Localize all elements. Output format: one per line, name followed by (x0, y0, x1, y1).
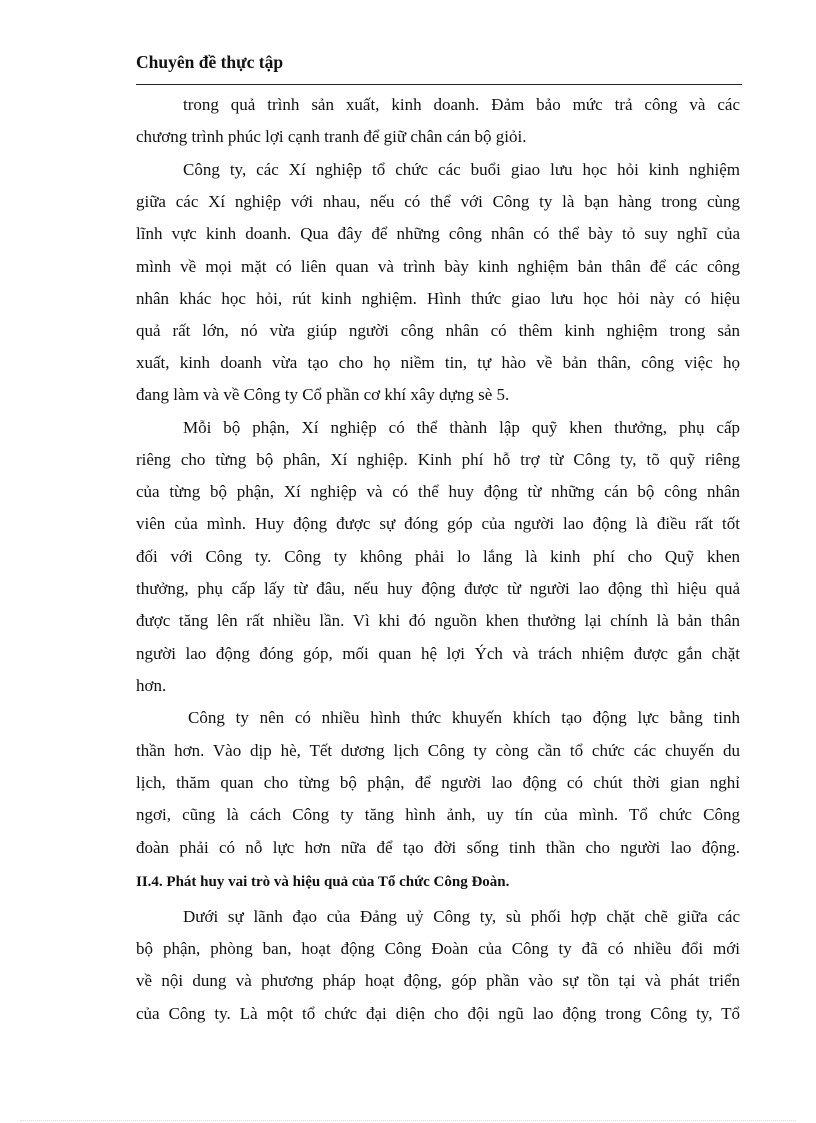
paragraph-2-line-1: Công ty, các Xí nghiệp tổ chức các buổi giao lưu học hỏi kinh nghiệm (183, 160, 740, 179)
paragraph-5-line-3: về nội dung và phương pháp hoạt động, góp phần vào sự tồn tại và phát triển (136, 971, 740, 990)
paragraph-3-line-1: Mỗi bộ phận, Xí nghiệp có thể thành lập quỹ khen thưởng, phụ cấp (183, 418, 740, 437)
paragraph-2-line-5: nhân khác học hỏi, rút kinh nghiệm. Hình thức giao lưu học hỏi này có hiệu (136, 289, 740, 308)
section-heading: II.4. Phát huy vai trò và hiệu quả của Tổ chức Công Đoàn. (136, 874, 510, 890)
paragraph-3-line-4: viên của mình. Huy động được sự đóng góp của người lao động là điều rất tốt (136, 514, 740, 533)
paragraph-4-line-2: thần hơn. Vào dịp hè, Tết dương lịch Công ty còng cần tổ chức các chuyến du (136, 741, 740, 760)
header-divider (136, 84, 742, 85)
paragraph-2-line-2: giữa các Xí nghiệp với nhau, nếu có thể với Công ty là bạn hàng trong cùng (136, 192, 740, 211)
paragraph-4-line-5: đoàn phải có nỗ lực hơn nữa để tạo đời sống tinh thần cho người lao động. (136, 838, 740, 857)
paragraph-2-line-7: xuất, kinh doanh vừa tạo cho họ niềm tin, tự hào về bản thân, công việc họ (136, 353, 740, 372)
paragraph-5-line-4: của Công ty. Là một tổ chức đại diện cho đội ngũ lao động trong Công ty, Tổ (136, 1004, 740, 1023)
paragraph-3-line-2: riêng cho từng bộ phân, Xí nghiệp. Kinh phí hỗ trợ từ Công ty, tõ quỹ riêng (136, 450, 740, 469)
page-bottom-border (20, 1120, 796, 1121)
paragraph-3-line-8: người lao động đóng góp, mối quan hệ lợi Ých và trách nhiệm được gắn chặt (136, 644, 740, 663)
paragraph-5-line-1: Dưới sự lãnh đạo của Đảng uỷ Công ty, sù phối hợp chặt chẽ giữa các (183, 907, 740, 926)
paragraph-2-line-8: đang làm và về Công ty Cổ phần cơ khí xây dựng sè 5. (136, 385, 510, 404)
paragraph-3-line-6: thưởng, phụ cấp lấy từ đâu, nếu huy động được từ người lao động thì hiệu quả (136, 579, 740, 598)
paragraph-3-line-3: của từng bộ phận, Xí nghiệp và có thể huy động từ những cán bộ công nhân (136, 482, 740, 501)
paragraph-4-line-1: Công ty nên có nhiều hình thức khuyến khích tạo động lực bằng tinh (188, 708, 740, 727)
page-header-title: Chuyên đề thực tập (136, 52, 284, 72)
paragraph-2-line-4: mình về mọi mặt có liên quan và trình bày kinh nghiệm bản thân để các công (136, 257, 740, 276)
paragraph-2-line-6: quả rất lớn, nó vừa giúp người công nhân có thêm kinh nghiệm trong sản (136, 321, 740, 340)
paragraph-3-line-5: đối với Công ty. Công ty không phải lo lắng là kinh phí cho Quỹ khen (136, 547, 740, 566)
paragraph-4-line-4: ngơi, cũng là cách Công ty tăng hình ảnh, uy tín của mình. Tổ chức Công (136, 805, 740, 824)
paragraph-2-line-3: lĩnh vực kinh doanh. Qua đây để những công nhân có thể bày tỏ suy nghĩ của (136, 224, 740, 243)
paragraph-1-line-1: trong quả trình sản xuất, kinh doanh. Đảm bảo mức trả công và các (183, 95, 740, 114)
paragraph-5-line-2: bộ phận, phòng ban, hoạt động Công Đoàn của Công ty đã có nhiều đổi mới (136, 939, 740, 958)
paragraph-3-line-7: được tăng lên rất nhiều lần. Vì khi đó nguồn khen thưởng lại chính là bản thân (136, 611, 740, 630)
paragraph-1-line-2: chương trình phúc lợi cạnh tranh để giữ chân cán bộ giỏi. (136, 127, 527, 146)
paragraph-4-line-3: lịch, thăm quan cho từng bộ phận, để người lao động có chút thời gian nghỉ (136, 773, 740, 792)
paragraph-3-line-9: hơn. (136, 676, 167, 695)
